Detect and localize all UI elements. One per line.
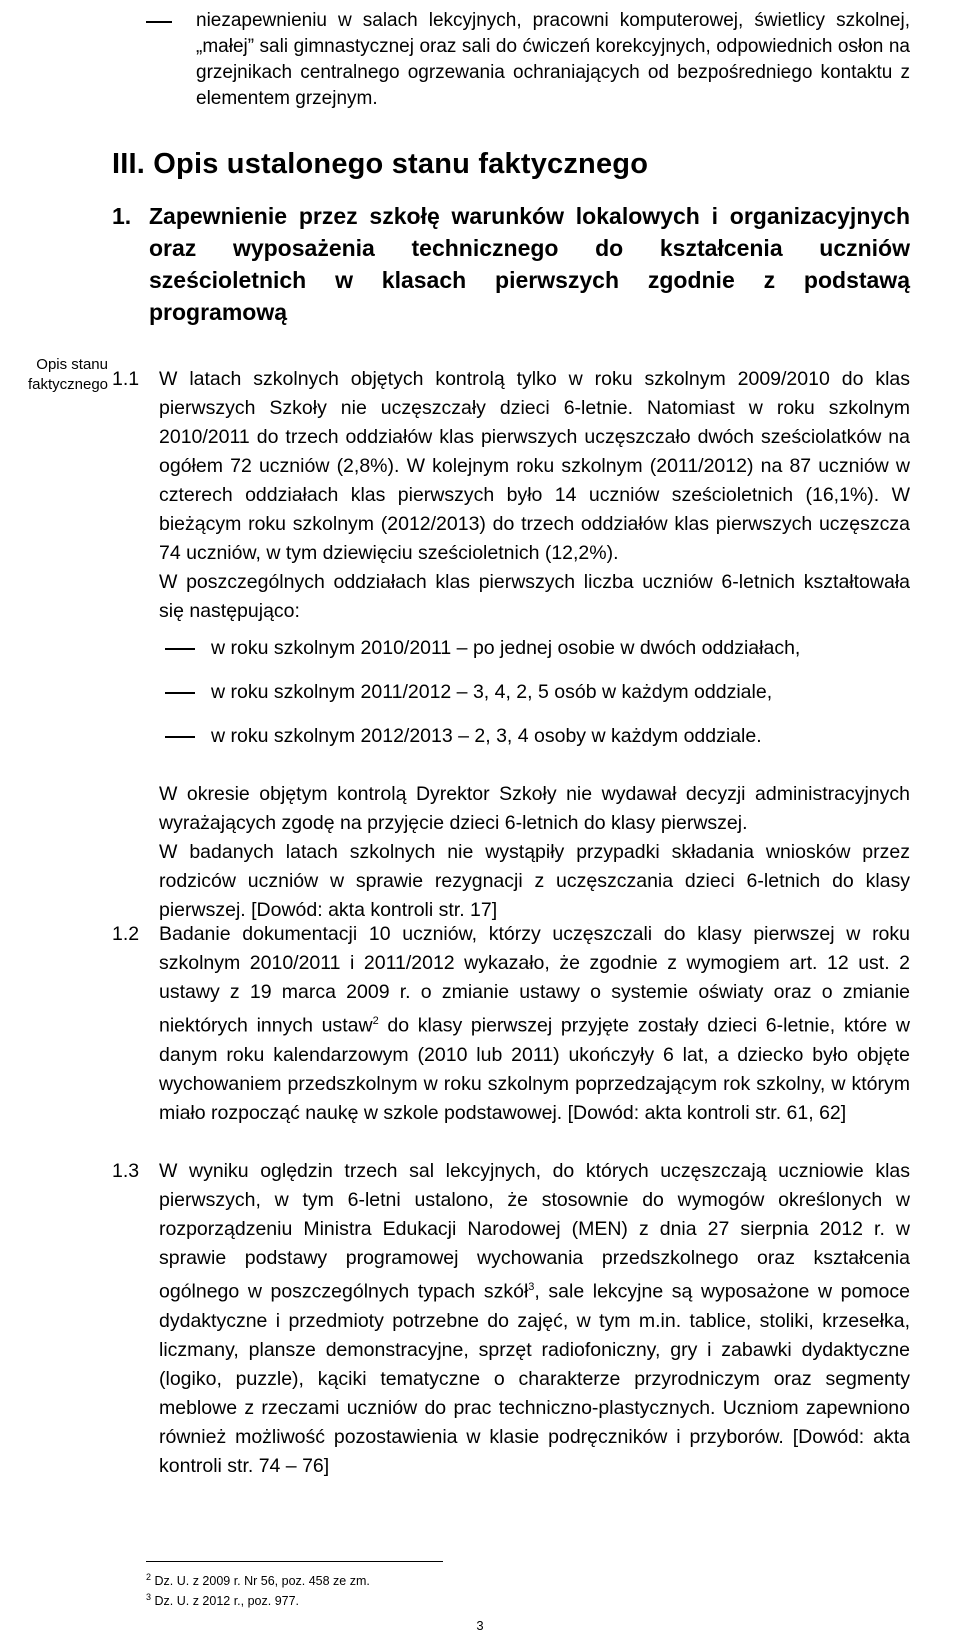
paragraph-text: , sale lekcyjne są wyposażone w pomoce dydaktyczne i przedmioty potrzebne do zajęć, w tym m.in. tablice, stoliki, krzesełka, liczmany, plansze demonstracyjne, sprzęt radiofoniczny, gry i zabawki dydaktyczne (logiko, puzzle), kąciki tematyczne o charakterze przyrodniczym oraz segmenty meblowe z rzeczami uczniów do prac techniczno-plastycznych. Uczniom zapewniono również możliwość pozostawienia w klasie podręczników i przyborów. [Dowód: akta kontroli str. 74 – 76] xyxy=(159,1280,910,1477)
footnotes xyxy=(146,1569,370,1609)
footnote-text: Dz. U. z 2009 r. Nr 56, poz. 458 ze zm. xyxy=(154,1574,370,1589)
footnote-text: Dz. U. z 2012 r., poz. 977. xyxy=(154,1594,300,1609)
paragraph: W poszczególnych oddziałach klas pierwszych liczba uczniów 6-letnich kształtowała się następująco: xyxy=(159,571,910,622)
footnote xyxy=(146,1569,370,1589)
subsection-heading xyxy=(112,200,910,328)
paragraph xyxy=(159,920,910,1128)
footnote-ref: 2 xyxy=(372,1015,379,1027)
page-number: 3 xyxy=(476,1618,484,1633)
footnote-number: 2 xyxy=(146,1572,152,1582)
item-1-2 xyxy=(112,920,910,1128)
footnote-ref: 3 xyxy=(528,1281,535,1293)
subsection-title: Zapewnienie przez szkołę warunków lokalowych i organizacyjnych oraz wyposażenia technicznego do kształcenia uczniów sześcioletnich w klasach pierwszych zgodnie z podstawą programową xyxy=(149,203,910,325)
list-item-text: w roku szkolnym 2010/2011 – po jednej osobie w dwóch oddziałach, xyxy=(211,637,801,659)
subsection-number: 1. xyxy=(112,203,132,229)
paragraph: W latach szkolnych objętych kontrolą tylko w roku szkolnym 2009/2010 do klas pierwszych Szkoły nie uczęszczały dzieci 6-letnie. Natomiast w roku szkolnym 2010/2011 do trzech oddziałów klas pierwszych uczęszczało dwóch sześciolatków na ogółem 72 uczniów (2,8%). W kolejnym roku szkolnym (2011/2012) na 87 uczniów w czterech oddziałach klas pierwszych było 14 uczniów sześcioletnich (16,1%). W bieżącym roku szkolnym (2012/2013) do trzech oddziałów klas pierwszych uczęszcza 74 uczniów, w tym dziewięciu sześcioletnich (12,2%). xyxy=(159,368,910,564)
paragraph-text: do klasy pierwszej przyjęte zostały dzieci 6-letnie, które w danym roku kalendarzowym (2010 lub 2011) ukończyły 6 lat, a dziecko było objęte wychowaniem przedszkolnym w roku szkolnym poprzedzającym rok szkolny, w którym miało rozpocząć naukę w szkole podstawowej. [Dowód: akta kontroli str. 61, 62] xyxy=(159,1014,910,1124)
item-number: 1.2 xyxy=(112,923,140,945)
footnote xyxy=(146,1589,370,1609)
list-item-text: w roku szkolnym 2011/2012 – 3, 4, 2, 5 osób w każdym oddziale, xyxy=(211,681,773,703)
item-number: 1.3 xyxy=(112,1160,140,1182)
paragraph xyxy=(159,1157,910,1481)
paragraph: W okresie objętym kontrolą Dyrektor Szkoły nie wydawał decyzji administracyjnych wyrażających zgodę na przyjęcie dzieci 6-letnich do klasy pierwszej. xyxy=(159,783,910,834)
paragraph: W badanych latach szkolnych nie wystąpiły przypadki składania wniosków przez rodziców uczniów w sprawie rezygnacji z uczęszczania dzieci 6-letnich do klasy pierwszej. [Dowód: akta kontroli str. 17] xyxy=(159,841,910,921)
list-item xyxy=(159,634,910,678)
dash-bullet-icon xyxy=(165,648,195,650)
footnote-separator xyxy=(146,1561,443,1562)
margin-note: Opis stanu faktycznego xyxy=(27,356,108,393)
footnote-number: 3 xyxy=(146,1592,152,1603)
bullet-list xyxy=(159,634,910,766)
list-item xyxy=(159,678,910,722)
bullet-text: niezapewnieniu w salach lekcyjnych, pracowni komputerowej, świetlicy szkolnej, „małej” sali gimnastycznej oraz sali do ćwiczeń korekcyjnych, odpowiednich osłon na grzejnikach centralnego ogrzewania ochraniających od bezpośredniego kontaktu z elementem grzejnym. xyxy=(196,10,910,109)
list-item xyxy=(159,722,910,766)
section-heading: III. Opis ustalonego stanu faktycznego xyxy=(112,148,649,180)
item-number: 1.1 xyxy=(112,368,140,390)
list-item-text: w roku szkolnym 2012/2013 – 2, 3, 4 osoby w każdym oddziale. xyxy=(211,725,762,747)
paragraph-text: W wyniku oględzin trzech sal lekcyjnych, do których uczęszczają uczniowie klas pierwszych, w tym 6-letni ustalono, że stosownie do wymogów określonych w rozporządzeniu Ministra Edukacji Narodowej (MEN) z dnia 27 sierpnia 2012 r. w sprawie podstawy programowej wychowania przedszkolnego oraz kształcenia ogólnego w poszczególnych typach szkół xyxy=(159,1160,910,1303)
item-1-1 xyxy=(112,365,910,925)
dash-bullet-icon xyxy=(146,21,172,23)
item-1-3 xyxy=(112,1157,910,1481)
dash-bullet-icon xyxy=(165,692,195,694)
bullet-item xyxy=(146,8,910,112)
paragraph-text: Badanie dokumentacji 10 uczniów, którzy uczęszczali do klasy pierwszej w roku szkolnym 2010/2011 i 2011/2012 wykazało, że zgodnie z wymogiem art. 12 ust. 2 ustawy z 19 marca 2009 r. o zmianie ustawy o systemie oświaty oraz o zmianie niektórych innych ustaw xyxy=(159,923,910,1037)
dash-bullet-icon xyxy=(165,736,195,738)
